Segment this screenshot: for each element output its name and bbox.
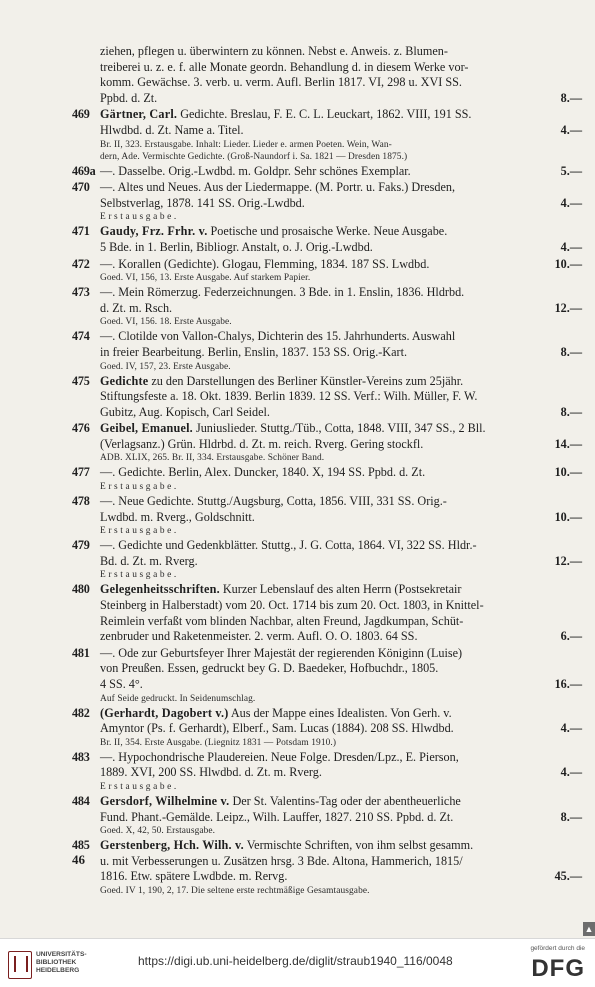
entry-line <box>72 765 584 781</box>
bibliographic-note: Erstausgabe. <box>100 526 179 537</box>
price: 6.— <box>560 629 582 644</box>
entry-line <box>72 44 584 60</box>
author-name: Geibel, Emanuel. <box>100 421 193 436</box>
bibliographic-note: Erstausgabe. <box>100 781 179 792</box>
entry-text: (Verlagsanz.) Grün. Hldrbd. d. Zt. m. reich. Rverg. Gering stockfl. <box>100 436 424 451</box>
entry-line <box>72 389 584 405</box>
entry-line <box>72 598 584 614</box>
entry-text: —. Ode zur Geburtsfeyer Ihrer Majestät der regierenden Königinn (Luise) <box>100 645 463 660</box>
catalog-entry <box>72 257 584 285</box>
dfg-logo[interactable]: DFG <box>531 955 585 982</box>
price: 45.— <box>554 869 582 884</box>
catalog-entry <box>72 582 584 644</box>
bibliographic-note: Goed. VI, 156. 18. Erste Ausgabe. <box>100 317 232 328</box>
entry-text: d. Zt. m. Rsch. <box>100 300 173 315</box>
entry-text: —. Gedichte und Gedenkblätter. Stuttg., J. G. Cotta, 1864. VI, 322 SS. Hldr.- <box>100 538 477 553</box>
catalog-entry <box>72 706 584 749</box>
entry-text: Reimlein verfaßt vom blinden Nachbar, alten Freund, Jagdkumpan, Schüt- <box>100 613 464 628</box>
author-name: (Gerhardt, Dagobert v.) <box>100 705 229 720</box>
lot-number: 479 <box>72 538 90 553</box>
entry-line <box>72 706 584 722</box>
price: 5.— <box>560 163 582 178</box>
price: 16.— <box>554 677 582 691</box>
entry-line <box>72 123 584 139</box>
entry-line <box>72 510 584 526</box>
entry-text: 4 SS. 4°. <box>100 677 143 691</box>
lot-number: 485 <box>72 838 90 853</box>
entry-text: —. Clotilde von Vallon-Chalys, Dichterin des 15. Jahrhunderts. Auswahl <box>100 329 456 344</box>
entry-text: 1816. Etw. spätere Lwdbde. m. Rervg. <box>100 869 288 884</box>
catalog-entry <box>72 224 584 255</box>
entry-text: Kurzer Lebenslauf des alten Herrn (Postsekretair <box>219 582 462 597</box>
entry-text: Juniuslieder. Stuttg./Tüb., Cotta, 1848. VIII, 347 SS., 2 Bll. <box>192 421 486 436</box>
entry-line <box>72 107 584 123</box>
funder-text: gefördert durch die <box>530 945 585 952</box>
institution-name <box>36 951 87 975</box>
catalog-entry <box>72 285 584 328</box>
entry-line <box>72 538 584 554</box>
catalog-entry <box>72 646 584 705</box>
catalog-entry <box>72 538 584 581</box>
entry-line <box>72 750 584 766</box>
entry-text: Lwdbd. m. Rverg., Goldschnitt. <box>100 509 255 524</box>
author-name: Gelegenheitsschriften. <box>100 582 220 597</box>
lot-number: 477 <box>72 465 90 480</box>
price: 12.— <box>554 300 582 315</box>
entry-line <box>72 196 584 212</box>
entry-text: Amyntor (Ps. f. Gerhardt), Elberf., Sam. Lucas (1884). 208 SS. Hlwdbd. <box>100 721 454 736</box>
entry-text: —. Neue Gedichte. Stuttg./Augsburg, Cotta, 1856. VIII, 331 SS. Orig.- <box>100 494 447 509</box>
lot-number: 478 <box>72 494 90 509</box>
entry-line <box>72 75 584 91</box>
bibliographic-note: Goed. IV 1, 190, 2, 17. Die seltene erste rechtmäßige Gesamtausgabe. <box>100 885 370 896</box>
entry-text: Der St. Valentins-Tag oder der abentheuerliche <box>229 793 461 808</box>
institution-line: HEIDELBERG <box>36 967 80 974</box>
price: 10.— <box>554 256 582 271</box>
lot-number: 482 <box>72 705 90 720</box>
price: 4.— <box>560 239 582 254</box>
bibliographic-note: Goed. VI, 156, 13. Erste Ausgabe. Auf starkem Papier. <box>100 273 311 284</box>
entry-text: Selbstverlag, 1878. 141 SS. Orig.-Lwdbd. <box>100 195 305 210</box>
entry-text: treiberei u. z. e. f. alle Monate geordn. Behandlung d. in diesem Werke vor- <box>100 59 469 74</box>
catalog-entry <box>72 180 584 223</box>
page-number: 46 <box>72 852 85 867</box>
entry-line <box>72 794 584 810</box>
entry-text: —. Altes und Neues. Aus der Liedermappe. (M. Portr. u. Faks.) Dresden, <box>100 180 456 195</box>
price: 8.— <box>560 809 582 824</box>
lot-number: 470 <box>72 180 90 195</box>
catalog-entry <box>72 838 584 897</box>
catalog-entry <box>72 44 584 106</box>
price: 4.— <box>560 195 582 210</box>
entry-line <box>72 240 584 256</box>
price: 12.— <box>554 553 582 568</box>
catalog-entry <box>72 465 584 493</box>
permalink-url[interactable]: https://digi.ub.uni-heidelberg.de/diglit/straub1940_116/0048 <box>138 954 453 968</box>
catalog-entry <box>72 107 584 162</box>
entry-line <box>72 329 584 345</box>
entry-line <box>72 180 584 196</box>
author-name: Gaudy, Frz. Frhr. v. <box>100 224 208 239</box>
entry-line <box>72 661 584 677</box>
entry-text: Aus der Mappe eines Idealisten. Von Gerh. v. <box>228 705 452 720</box>
bibliographic-note: dern, Ade. Vermischte Gedichte. (Groß-Naundorf i. Sa. 1821 — Dresden 1875.) <box>100 151 408 162</box>
bibliographic-note: Erstausgabe. <box>100 212 179 223</box>
author-name: Gersdorf, Wilhelmine v. <box>100 793 230 808</box>
bibliographic-note: Br. II, 354. Erste Ausgabe. (Liegnitz 1831 — Potsdam 1910.) <box>100 737 337 748</box>
bibliographic-note: Goed. X, 42, 50. Erstausgabe. <box>100 826 216 837</box>
institution-line: BIBLIOTHEK <box>36 959 77 966</box>
lot-number: 480 <box>72 582 90 597</box>
price: 10.— <box>554 509 582 524</box>
entry-text: Ppbd. d. Zt. <box>100 90 158 105</box>
entry-line <box>72 646 584 662</box>
price: 4.— <box>560 122 582 137</box>
entry-line <box>72 345 584 361</box>
entry-text: von Preußen. Essen, gedruckt bey G. D. Baedeker, Hofbuchdr., 1805. <box>100 661 439 676</box>
lot-number: 469a <box>72 163 96 178</box>
catalog-entry <box>72 494 584 537</box>
entry-text: 5 Bde. in 1. Berlin, Bibliogr. Anstalt, o. J. Orig.-Lwdbd. <box>100 239 373 254</box>
entry-line <box>72 91 584 107</box>
catalog-entries <box>72 44 584 898</box>
entry-text: zenbruder und Raketenmeister. 2. verm. Aufl. O. O. 1803. 64 SS. <box>100 629 418 644</box>
lot-number: 475 <box>72 373 90 388</box>
entry-line <box>72 582 584 598</box>
bibliographic-note: Erstausgabe. <box>100 570 179 581</box>
bibliographic-note: Erstausgabe. <box>100 482 179 493</box>
entry-text: —. Hypochondrische Plaudereien. Neue Folge. Dresden/Lpz., E. Pierson, <box>100 749 459 764</box>
lot-number: 469 <box>72 107 90 122</box>
lot-number: 472 <box>72 256 90 271</box>
entry-text: Steinberg in Halberstadt) vom 20. Oct. 1714 bis zum 20. Oct. 1803, in Knittel- <box>100 598 484 613</box>
entry-line <box>72 301 584 317</box>
entry-line <box>72 374 584 390</box>
entry-text: Vermischte Schriften, von ihm selbst gesamm. <box>243 838 474 853</box>
author-name: Gedichte <box>100 373 149 388</box>
entry-text: Gubitz, Aug. Kopisch, Carl Seidel. <box>100 404 270 419</box>
bibliographic-note: Br. II, 323. Erstausgabe. Inhalt: Lieder. Lieder e. armen Poeten. Wein, Wan- <box>100 139 392 150</box>
entry-text: Gedichte. Breslau, F. E. C. L. Leuckart, 1862. VIII, 191 SS. <box>177 107 472 122</box>
entry-text: ziehen, pflegen u. überwintern zu können. Nebst e. Anweis. z. Blumen- <box>100 44 448 58</box>
entry-text: Bd. d. Zt. m. Rverg. <box>100 553 198 568</box>
lot-number: 473 <box>72 285 90 300</box>
lot-number: 483 <box>72 749 90 764</box>
price: 4.— <box>560 721 582 736</box>
entry-line <box>72 614 584 630</box>
bibliographic-note: ADB. XLIX, 265. Br. II, 334. Erstausgabe. Schöner Band. <box>100 453 325 464</box>
lot-number: 471 <box>72 224 90 239</box>
viewer-footer <box>0 938 595 987</box>
entry-text: —. Korallen (Gedichte). Glogau, Flemming, 1834. 187 SS. Lwdbd. <box>100 256 430 271</box>
catalog-entry <box>72 374 584 421</box>
entry-line <box>72 810 584 826</box>
lot-number: 481 <box>72 645 90 660</box>
bibliographic-note: Goed. IV, 157, 23. Erste Ausgabe. <box>100 361 231 372</box>
entry-line <box>72 164 584 180</box>
entry-line <box>72 677 584 693</box>
entry-text: —. Dasselbe. Orig.-Lwdbd. m. Goldpr. Sehr schönes Exemplar. <box>100 163 411 178</box>
catalog-entry <box>72 794 584 837</box>
catalog-entry <box>72 164 584 180</box>
entry-line <box>72 554 584 570</box>
entry-line <box>72 869 584 885</box>
entry-line <box>72 854 584 870</box>
entry-text: komm. Gewächse. 3. verb. u. verm. Aufl. Berlin 1817. VI, 298 u. XVI SS. <box>100 75 462 90</box>
entry-text: u. mit Verbesserungen u. Zusätzen hrsg. 3 Bde. Altona, Hammerich, 1815/ <box>100 853 463 868</box>
lot-number: 476 <box>72 421 90 436</box>
entry-text: in freier Bearbeitung. Berlin, Enslin, 1837. 153 SS. Orig.-Kart. <box>100 344 408 359</box>
entry-text: —. Gedichte. Berlin, Alex. Duncker, 1840. X, 194 SS. Ppbd. d. Zt. <box>100 465 426 480</box>
catalog-entry <box>72 750 584 793</box>
catalog-entry <box>72 421 584 464</box>
price: 14.— <box>554 436 582 451</box>
entry-line <box>72 405 584 421</box>
university-seal-icon <box>8 951 32 979</box>
bibliographic-note: Auf Seide gedruckt. In Seidenumschlag. <box>100 693 256 704</box>
price: 8.— <box>560 90 582 105</box>
entry-line <box>72 421 584 437</box>
entry-line <box>72 285 584 301</box>
price: 10.— <box>554 465 582 480</box>
lot-number: 484 <box>72 793 90 808</box>
entry-text: 1889. XVI, 200 SS. Hlwdbd. d. Zt. m. Rverg. <box>100 765 322 780</box>
entry-line <box>72 465 584 481</box>
author-name: Gärtner, Carl. <box>100 107 178 122</box>
catalog-entry <box>72 329 584 372</box>
price: 8.— <box>560 404 582 419</box>
entry-line <box>72 721 584 737</box>
entry-text: —. Mein Römerzug. Federzeichnungen. 3 Bde. in 1. Enslin, 1836. Hldrbd. <box>100 285 465 300</box>
entry-line <box>72 629 584 645</box>
entry-text: Stiftungsfeste a. 18. Okt. 1839. Berlin 1839. 12 SS. Verf.: Wilh. Müller, F. W. <box>100 389 478 404</box>
institution-line: UNIVERSITÄTS- <box>36 951 87 958</box>
price: 8.— <box>560 344 582 359</box>
entry-text: Poetische und prosaische Werke. Neue Ausgabe. <box>207 224 448 239</box>
entry-line <box>72 494 584 510</box>
entry-text: Fund. Phant.-Gemälde. Leipz., Wilh. Lauffer, 1827. 210 SS. Ppbd. d. Zt. <box>100 809 454 824</box>
entry-line <box>72 838 584 854</box>
author-name: Gerstenberg, Hch. Wilh. v. <box>100 838 244 853</box>
entry-text: zu den Darstellungen des Berliner Künstler-Vereins zum 25jähr. <box>148 373 464 388</box>
entry-line <box>72 224 584 240</box>
scroll-handle-icon[interactable]: ▲ <box>584 924 594 934</box>
entry-line <box>72 437 584 453</box>
lot-number: 474 <box>72 329 90 344</box>
entry-line <box>72 257 584 273</box>
price: 4.— <box>560 765 582 780</box>
entry-text: Hlwdbd. d. Zt. Name a. Titel. <box>100 122 244 137</box>
entry-line <box>72 60 584 76</box>
